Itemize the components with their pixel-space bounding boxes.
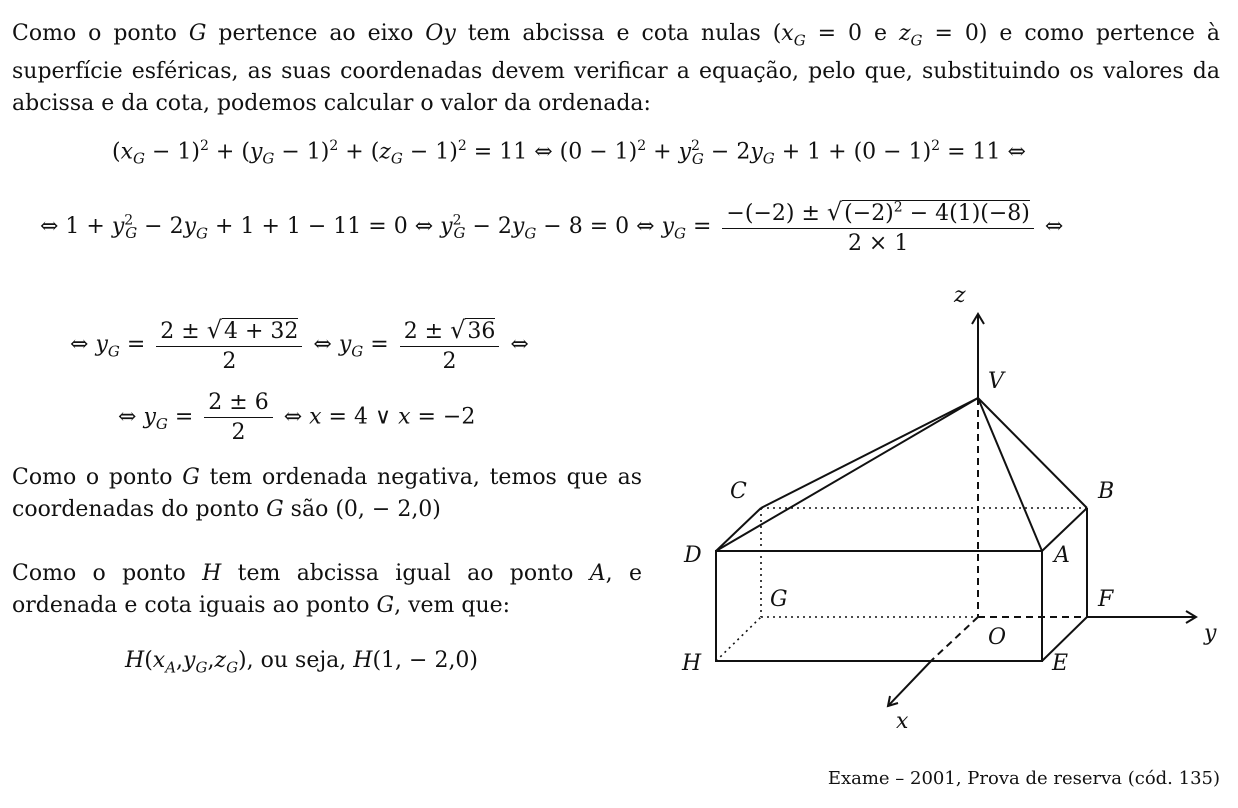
equation-3: ⇔ $y_G$ = $\frac{2 \pm √4 + 32}{2}$ ⇔ $y_G$ = $\frac{2 \pm √36}{2}$ ⇔ [70,316,529,374]
label-f: F [1098,587,1114,612]
paragraph-negative-ordinate: Como o ponto G tem ordenada negativa, temos que as coordenadas do ponto G são (0, − 2,0) [12,465,642,522]
label-h: H [682,651,702,676]
edge-vd [716,398,978,551]
x-axis [888,660,932,706]
label-b: B [1098,479,1115,504]
label-x: x [896,709,909,734]
edge-hg-hidden [716,617,761,661]
equation-2: ⇔ $1 + y^2_G - 2y_G + 1 + 1 - 11 = 0$ ⇔ $y^2_G - 2y_G - 8 = 0$ ⇔ $y_G$ = $\frac{-(-2) \pm √(-2)^2 - 4(1)(-8)}{2 \times 1}$ ⇔ [40,198,1064,256]
label-v: V [988,369,1004,394]
label-e: E [1052,651,1069,676]
equation-1: $(x_G - 1)^2 + (y_G - 1)^2 + (z_G - 1)^2 = 11$ ⇔ $(0 - 1)^2 + y^2_G - 2y_G + 1 + (0 - 1)^2 = 11$ ⇔ [112,138,1026,168]
edge-va [978,398,1042,551]
edge-vc [761,398,978,508]
quadratic-fraction: $\frac{-(-2) \pm √(-2)^2 - 4(1)(-8)}{2 \times 1}$ [722,198,1033,256]
intro-paragraph: Como o ponto G pertence ao eixo Oy tem abcissa e cota nulas ($x_G = 0$ e $z_G = 0$) e como pertence à superfície esféricas, as suas coordenadas devem verificar a equação, pelo que, substituindo os valores da abcissa e da cota, podemos calcular o valor da ordenada: [12,21,1220,117]
label-o: O [988,625,1007,650]
source-footer: Exame – 2001, Prova de reserva (cód. 135) [827,768,1220,789]
label-g: G [770,587,788,612]
x-axis-hidden [932,617,978,660]
paragraph-point-h: Como o ponto H tem abcissa igual ao ponto A, e ordenada e cota iguais ao ponto G, vem que: [12,561,642,618]
equation-4: ⇔ $y_G$ = $\frac{2 \pm 6}{2}$ ⇔ x = 4 ∨ x = −2 [118,390,476,445]
label-c: C [730,479,747,504]
label-y: y [1204,621,1217,646]
result-h-coordinates: $H(x_A,y_G,z_G)$, ou seja, H(1, − 2,0) [125,648,479,677]
label-d: D [684,543,702,568]
edge-vb [978,398,1087,508]
label-a: A [1054,543,1070,568]
label-z: z [954,283,966,308]
